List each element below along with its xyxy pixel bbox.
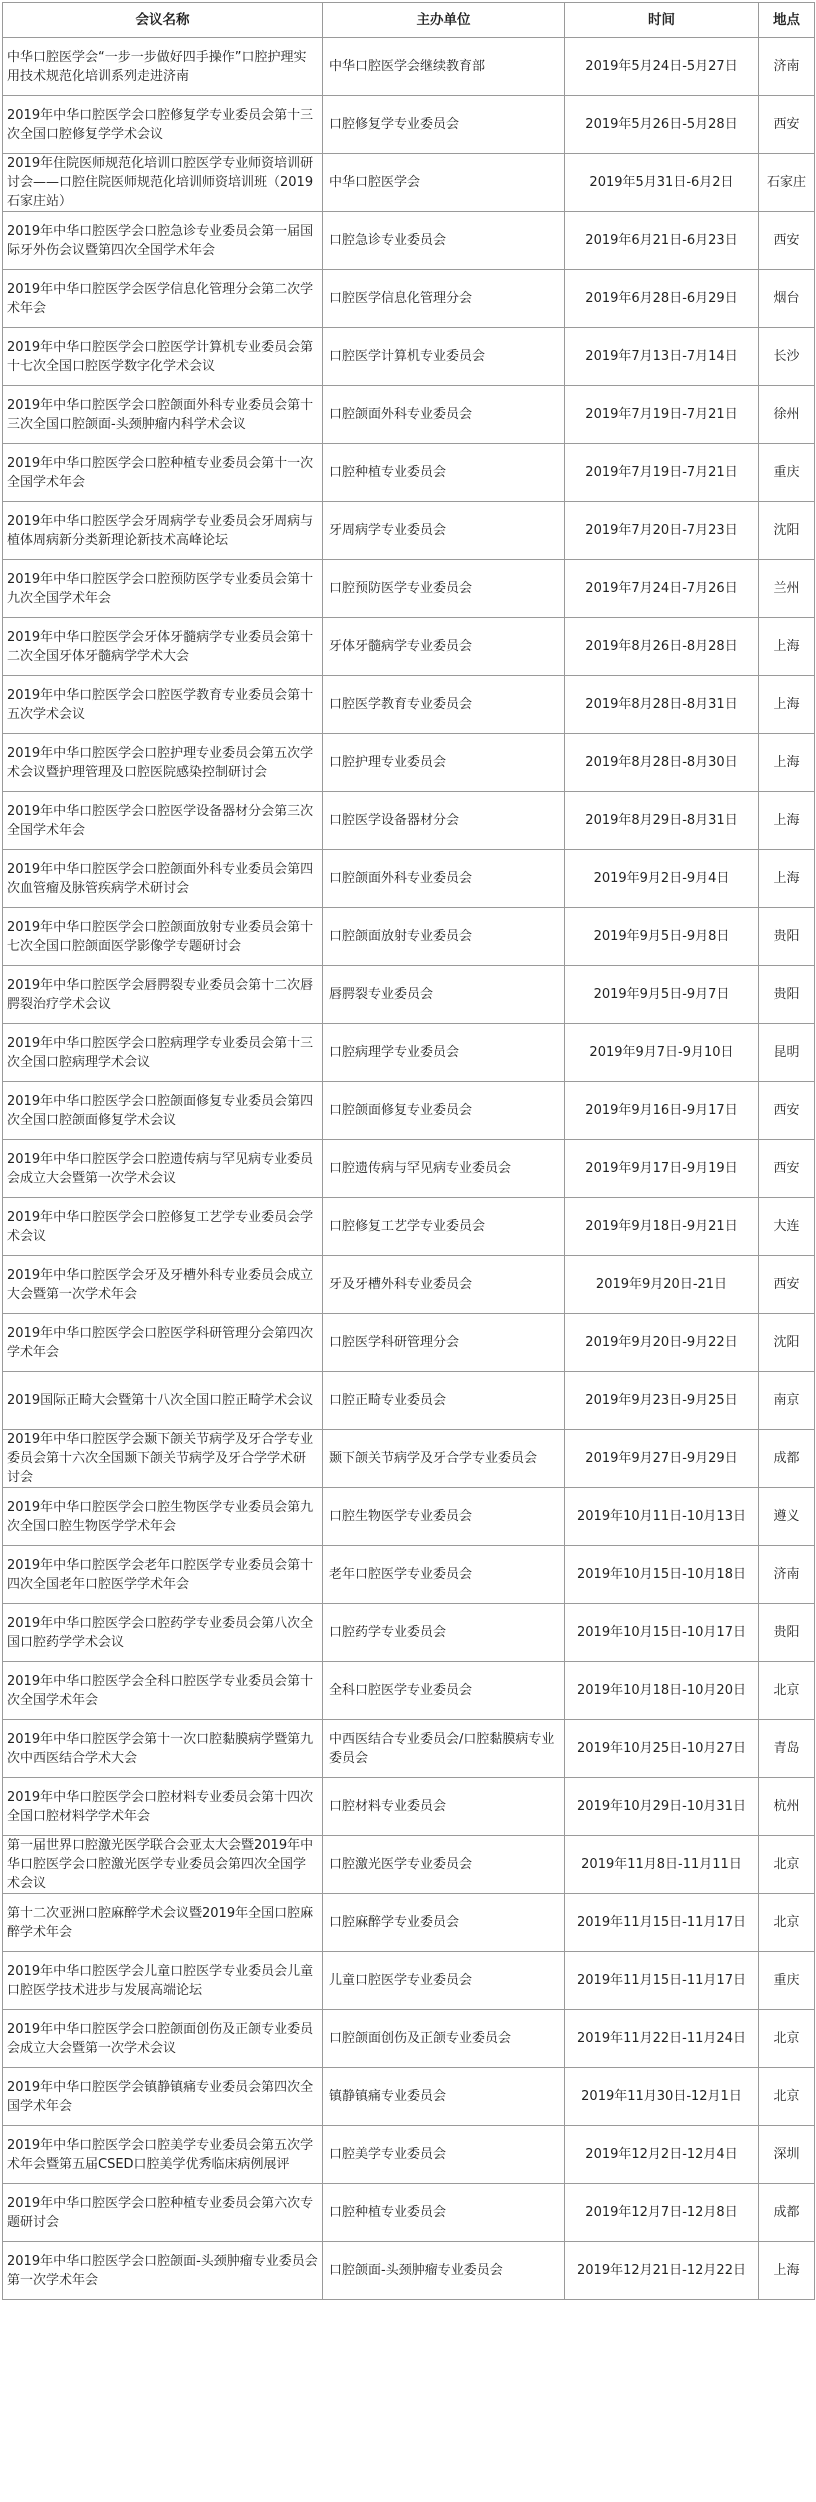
table-row — [3, 1836, 815, 1894]
cell-place: 上海 — [759, 2242, 815, 2300]
cell-name: 2019年中华口腔医学会口腔病理学专业委员会第十三次全国口腔病理学术会议 — [3, 1024, 323, 1082]
cell-name: 2019年中华口腔医学会口腔颌面外科专业委员会第四次血管瘤及脉管疾病学术研讨会 — [3, 850, 323, 908]
cell-place: 遵义 — [759, 1488, 815, 1546]
cell-name: 2019年中华口腔医学会口腔种植专业委员会第十一次全国学术年会 — [3, 444, 323, 502]
cell-org: 全科口腔医学专业委员会 — [323, 1662, 565, 1720]
cell-place: 上海 — [759, 792, 815, 850]
cell-name: 2019年中华口腔医学会口腔颌面修复专业委员会第四次全国口腔颌面修复学术会议 — [3, 1082, 323, 1140]
cell-org: 中西医结合专业委员会/口腔黏膜病专业委员会 — [323, 1720, 565, 1778]
cell-org: 口腔修复学专业委员会 — [323, 96, 565, 154]
cell-org: 口腔颌面修复专业委员会 — [323, 1082, 565, 1140]
cell-time: 2019年5月26日-5月28日 — [565, 96, 759, 154]
cell-name: 2019年住院医师规范化培训口腔医学专业师资培训研讨会——口腔住院医师规范化培训师资培训班（2019石家庄站） — [3, 154, 323, 212]
cell-name: 2019年中华口腔医学会口腔颌面创伤及正颌专业委员会成立大会暨第一次学术会议 — [3, 2010, 323, 2068]
cell-name: 2019年中华口腔医学会口腔材料专业委员会第十四次全国口腔材料学学术年会 — [3, 1778, 323, 1836]
cell-name: 2019年中华口腔医学会牙体牙髓病学专业委员会第十二次全国牙体牙髓病学学术大会 — [3, 618, 323, 676]
table-row — [3, 966, 815, 1024]
table-row — [3, 212, 815, 270]
table-row — [3, 2126, 815, 2184]
cell-org: 口腔麻醉学专业委员会 — [323, 1894, 565, 1952]
cell-org: 口腔颌面放射专业委员会 — [323, 908, 565, 966]
table-row — [3, 1662, 815, 1720]
cell-name: 第十二次亚洲口腔麻醉学术会议暨2019年全国口腔麻醉学术年会 — [3, 1894, 323, 1952]
cell-time: 2019年9月20日-21日 — [565, 1256, 759, 1314]
cell-org: 口腔病理学专业委员会 — [323, 1024, 565, 1082]
cell-place: 沈阳 — [759, 502, 815, 560]
cell-org: 唇腭裂专业委员会 — [323, 966, 565, 1024]
cell-place: 西安 — [759, 1140, 815, 1198]
cell-time: 2019年7月19日-7月21日 — [565, 386, 759, 444]
cell-name: 中华口腔医学会“一步一步做好四手操作”口腔护理实用技术规范化培训系列走进济南 — [3, 38, 323, 96]
cell-time: 2019年8月28日-8月30日 — [565, 734, 759, 792]
cell-name: 2019年中华口腔医学会口腔护理专业委员会第五次学术会议暨护理管理及口腔医院感染控制研讨会 — [3, 734, 323, 792]
cell-place: 北京 — [759, 2010, 815, 2068]
cell-name: 2019年中华口腔医学会口腔遗传病与罕见病专业委员会成立大会暨第一次学术会议 — [3, 1140, 323, 1198]
header-row — [3, 3, 815, 38]
header-place: 地点 — [759, 3, 815, 38]
cell-time: 2019年9月5日-9月8日 — [565, 908, 759, 966]
table-row — [3, 1952, 815, 2010]
cell-place: 徐州 — [759, 386, 815, 444]
cell-place: 贵阳 — [759, 1604, 815, 1662]
cell-name: 2019年中华口腔医学会医学信息化管理分会第二次学术年会 — [3, 270, 323, 328]
table-row — [3, 270, 815, 328]
table-row — [3, 1894, 815, 1952]
cell-time: 2019年9月17日-9月19日 — [565, 1140, 759, 1198]
table-row — [3, 2068, 815, 2126]
cell-org: 口腔预防医学专业委员会 — [323, 560, 565, 618]
cell-org: 口腔医学信息化管理分会 — [323, 270, 565, 328]
cell-name: 2019年中华口腔医学会唇腭裂专业委员会第十二次唇腭裂治疗学术会议 — [3, 966, 323, 1024]
cell-place: 北京 — [759, 1894, 815, 1952]
header-name: 会议名称 — [3, 3, 323, 38]
cell-time: 2019年11月22日-11月24日 — [565, 2010, 759, 2068]
table-row — [3, 908, 815, 966]
cell-name: 2019年中华口腔医学会牙及牙槽外科专业委员会成立大会暨第一次学术年会 — [3, 1256, 323, 1314]
cell-time: 2019年9月20日-9月22日 — [565, 1314, 759, 1372]
cell-org: 镇静镇痛专业委员会 — [323, 2068, 565, 2126]
cell-time: 2019年11月8日-11月11日 — [565, 1836, 759, 1894]
cell-org: 口腔护理专业委员会 — [323, 734, 565, 792]
cell-time: 2019年10月29日-10月31日 — [565, 1778, 759, 1836]
cell-time: 2019年9月27日-9月29日 — [565, 1430, 759, 1488]
cell-name: 2019年中华口腔医学会口腔急诊专业委员会第一届国际牙外伤会议暨第四次全国学术年会 — [3, 212, 323, 270]
table-row — [3, 1372, 815, 1430]
table-row — [3, 1082, 815, 1140]
cell-name: 2019年中华口腔医学会口腔颌面放射专业委员会第十七次全国口腔颌面医学影像学专题研讨会 — [3, 908, 323, 966]
cell-place: 济南 — [759, 1546, 815, 1604]
cell-name: 2019年中华口腔医学会口腔种植专业委员会第六次专题研讨会 — [3, 2184, 323, 2242]
table-row — [3, 328, 815, 386]
cell-place: 杭州 — [759, 1778, 815, 1836]
cell-org: 中华口腔医学会继续教育部 — [323, 38, 565, 96]
cell-time: 2019年9月7日-9月10日 — [565, 1024, 759, 1082]
cell-place: 上海 — [759, 850, 815, 908]
header-time: 时间 — [565, 3, 759, 38]
cell-time: 2019年6月28日-6月29日 — [565, 270, 759, 328]
table-row — [3, 1314, 815, 1372]
table-row — [3, 2010, 815, 2068]
cell-name: 2019年中华口腔医学会口腔医学计算机专业委员会第十七次全国口腔医学数字化学术会议 — [3, 328, 323, 386]
cell-name: 2019年中华口腔医学会口腔药学专业委员会第八次全国口腔药学学术会议 — [3, 1604, 323, 1662]
table-row — [3, 1604, 815, 1662]
cell-place: 重庆 — [759, 1952, 815, 2010]
cell-place: 西安 — [759, 96, 815, 154]
cell-place: 南京 — [759, 1372, 815, 1430]
cell-time: 2019年9月23日-9月25日 — [565, 1372, 759, 1430]
cell-org: 口腔种植专业委员会 — [323, 444, 565, 502]
table-row — [3, 2242, 815, 2300]
cell-place: 昆明 — [759, 1024, 815, 1082]
cell-place: 上海 — [759, 618, 815, 676]
cell-place: 沈阳 — [759, 1314, 815, 1372]
header-org: 主办单位 — [323, 3, 565, 38]
table-row — [3, 1140, 815, 1198]
cell-org: 口腔医学设备器材分会 — [323, 792, 565, 850]
table-row — [3, 792, 815, 850]
cell-org: 口腔种植专业委员会 — [323, 2184, 565, 2242]
cell-time: 2019年7月19日-7月21日 — [565, 444, 759, 502]
cell-name: 2019国际正畸大会暨第十八次全国口腔正畸学术会议 — [3, 1372, 323, 1430]
table-row — [3, 444, 815, 502]
cell-org: 中华口腔医学会 — [323, 154, 565, 212]
cell-place: 长沙 — [759, 328, 815, 386]
cell-org: 口腔医学教育专业委员会 — [323, 676, 565, 734]
cell-org: 口腔生物医学专业委员会 — [323, 1488, 565, 1546]
cell-name: 2019年中华口腔医学会口腔生物医学专业委员会第九次全国口腔生物医学学术年会 — [3, 1488, 323, 1546]
cell-org: 老年口腔医学专业委员会 — [323, 1546, 565, 1604]
cell-time: 2019年5月31日-6月2日 — [565, 154, 759, 212]
cell-time: 2019年5月24日-5月27日 — [565, 38, 759, 96]
cell-org: 口腔医学计算机专业委员会 — [323, 328, 565, 386]
cell-place: 北京 — [759, 2068, 815, 2126]
cell-org: 口腔材料专业委员会 — [323, 1778, 565, 1836]
meeting-table — [2, 2, 815, 2300]
cell-place: 上海 — [759, 734, 815, 792]
cell-time: 2019年10月15日-10月18日 — [565, 1546, 759, 1604]
table-body — [3, 38, 815, 2300]
table-row — [3, 1024, 815, 1082]
table-row — [3, 1720, 815, 1778]
cell-org: 口腔药学专业委员会 — [323, 1604, 565, 1662]
cell-org: 口腔修复工艺学专业委员会 — [323, 1198, 565, 1256]
cell-place: 深圳 — [759, 2126, 815, 2184]
table-row — [3, 96, 815, 154]
cell-name: 2019年中华口腔医学会口腔预防医学专业委员会第十九次全国学术年会 — [3, 560, 323, 618]
cell-place: 石家庄 — [759, 154, 815, 212]
cell-time: 2019年11月15日-11月17日 — [565, 1952, 759, 2010]
cell-org: 口腔医学科研管理分会 — [323, 1314, 565, 1372]
cell-place: 青岛 — [759, 1720, 815, 1778]
cell-name: 2019年中华口腔医学会口腔颌面-头颈肿瘤专业委员会第一次学术年会 — [3, 2242, 323, 2300]
cell-time: 2019年10月11日-10月13日 — [565, 1488, 759, 1546]
table-row — [3, 38, 815, 96]
cell-place: 烟台 — [759, 270, 815, 328]
cell-place: 贵阳 — [759, 908, 815, 966]
table-row — [3, 386, 815, 444]
cell-time: 2019年7月24日-7月26日 — [565, 560, 759, 618]
cell-time: 2019年12月7日-12月8日 — [565, 2184, 759, 2242]
cell-time: 2019年10月18日-10月20日 — [565, 1662, 759, 1720]
table-row — [3, 560, 815, 618]
cell-name: 2019年中华口腔医学会老年口腔医学专业委员会第十四次全国老年口腔医学学术年会 — [3, 1546, 323, 1604]
cell-org: 颞下颌关节病学及牙合学专业委员会 — [323, 1430, 565, 1488]
cell-time: 2019年12月21日-12月22日 — [565, 2242, 759, 2300]
cell-org: 儿童口腔医学专业委员会 — [323, 1952, 565, 2010]
cell-place: 西安 — [759, 1082, 815, 1140]
cell-org: 口腔颌面外科专业委员会 — [323, 850, 565, 908]
cell-name: 2019年中华口腔医学会镇静镇痛专业委员会第四次全国学术年会 — [3, 2068, 323, 2126]
cell-time: 2019年10月25日-10月27日 — [565, 1720, 759, 1778]
table-row — [3, 2184, 815, 2242]
cell-name: 2019年中华口腔医学会口腔颌面外科专业委员会第十三次全国口腔颌面-头颈肿瘤内科学术会议 — [3, 386, 323, 444]
cell-time: 2019年10月15日-10月17日 — [565, 1604, 759, 1662]
cell-org: 牙体牙髓病学专业委员会 — [323, 618, 565, 676]
cell-time: 2019年12月2日-12月4日 — [565, 2126, 759, 2184]
cell-name: 2019年中华口腔医学会口腔修复学专业委员会第十三次全国口腔修复学学术会议 — [3, 96, 323, 154]
cell-place: 北京 — [759, 1836, 815, 1894]
cell-org: 口腔正畸专业委员会 — [323, 1372, 565, 1430]
cell-org: 口腔美学专业委员会 — [323, 2126, 565, 2184]
cell-name: 2019年中华口腔医学会第十一次口腔黏膜病学暨第九次中西医结合学术大会 — [3, 1720, 323, 1778]
cell-time: 2019年6月21日-6月23日 — [565, 212, 759, 270]
cell-time: 2019年7月13日-7月14日 — [565, 328, 759, 386]
cell-name: 2019年中华口腔医学会口腔美学专业委员会第五次学术年会暨第五届CSED口腔美学优秀临床病例展评 — [3, 2126, 323, 2184]
cell-place: 重庆 — [759, 444, 815, 502]
cell-name: 2019年中华口腔医学会全科口腔医学专业委员会第十次全国学术年会 — [3, 1662, 323, 1720]
cell-place: 贵阳 — [759, 966, 815, 1024]
table-row — [3, 502, 815, 560]
cell-time: 2019年9月16日-9月17日 — [565, 1082, 759, 1140]
cell-place: 济南 — [759, 38, 815, 96]
cell-time: 2019年7月20日-7月23日 — [565, 502, 759, 560]
cell-name: 2019年中华口腔医学会口腔修复工艺学专业委员会学术会议 — [3, 1198, 323, 1256]
cell-place: 兰州 — [759, 560, 815, 618]
cell-time: 2019年9月5日-9月7日 — [565, 966, 759, 1024]
cell-org: 口腔颌面-头颈肿瘤专业委员会 — [323, 2242, 565, 2300]
cell-org: 口腔遗传病与罕见病专业委员会 — [323, 1140, 565, 1198]
cell-time: 2019年11月15日-11月17日 — [565, 1894, 759, 1952]
cell-time: 2019年8月29日-8月31日 — [565, 792, 759, 850]
cell-name: 2019年中华口腔医学会口腔医学教育专业委员会第十五次学术会议 — [3, 676, 323, 734]
cell-org: 牙及牙槽外科专业委员会 — [323, 1256, 565, 1314]
table-row — [3, 734, 815, 792]
table-row — [3, 154, 815, 212]
cell-name: 2019年中华口腔医学会牙周病学专业委员会牙周病与植体周病新分类新理论新技术高峰论坛 — [3, 502, 323, 560]
cell-place: 西安 — [759, 1256, 815, 1314]
cell-org: 牙周病学专业委员会 — [323, 502, 565, 560]
cell-time: 2019年9月2日-9月4日 — [565, 850, 759, 908]
cell-place: 北京 — [759, 1662, 815, 1720]
table-row — [3, 1546, 815, 1604]
cell-org: 口腔急诊专业委员会 — [323, 212, 565, 270]
cell-place: 西安 — [759, 212, 815, 270]
table-row — [3, 1778, 815, 1836]
cell-place: 大连 — [759, 1198, 815, 1256]
cell-time: 2019年11月30日-12月1日 — [565, 2068, 759, 2126]
table-row — [3, 850, 815, 908]
table-row — [3, 1430, 815, 1488]
table-row — [3, 1256, 815, 1314]
table-row — [3, 618, 815, 676]
cell-name: 第一届世界口腔激光医学联合会亚太大会暨2019年中华口腔医学会口腔激光医学专业委员会第四次全国学术会议 — [3, 1836, 323, 1894]
cell-place: 上海 — [759, 676, 815, 734]
table-row — [3, 1198, 815, 1256]
cell-name: 2019年中华口腔医学会儿童口腔医学专业委员会儿童口腔医学技术进步与发展高端论坛 — [3, 1952, 323, 2010]
cell-name: 2019年中华口腔医学会颞下颌关节病学及牙合学专业委员会第十六次全国颞下颌关节病学及牙合学学术研讨会 — [3, 1430, 323, 1488]
cell-name: 2019年中华口腔医学会口腔医学科研管理分会第四次学术年会 — [3, 1314, 323, 1372]
cell-place: 成都 — [759, 2184, 815, 2242]
cell-time: 2019年8月26日-8月28日 — [565, 618, 759, 676]
meeting-schedule — [2, 2, 815, 2300]
cell-org: 口腔激光医学专业委员会 — [323, 1836, 565, 1894]
cell-time: 2019年9月18日-9月21日 — [565, 1198, 759, 1256]
cell-org: 口腔颌面外科专业委员会 — [323, 386, 565, 444]
table-row — [3, 676, 815, 734]
cell-time: 2019年8月28日-8月31日 — [565, 676, 759, 734]
cell-name: 2019年中华口腔医学会口腔医学设备器材分会第三次全国学术年会 — [3, 792, 323, 850]
cell-place: 成都 — [759, 1430, 815, 1488]
cell-org: 口腔颌面创伤及正颌专业委员会 — [323, 2010, 565, 2068]
table-row — [3, 1488, 815, 1546]
